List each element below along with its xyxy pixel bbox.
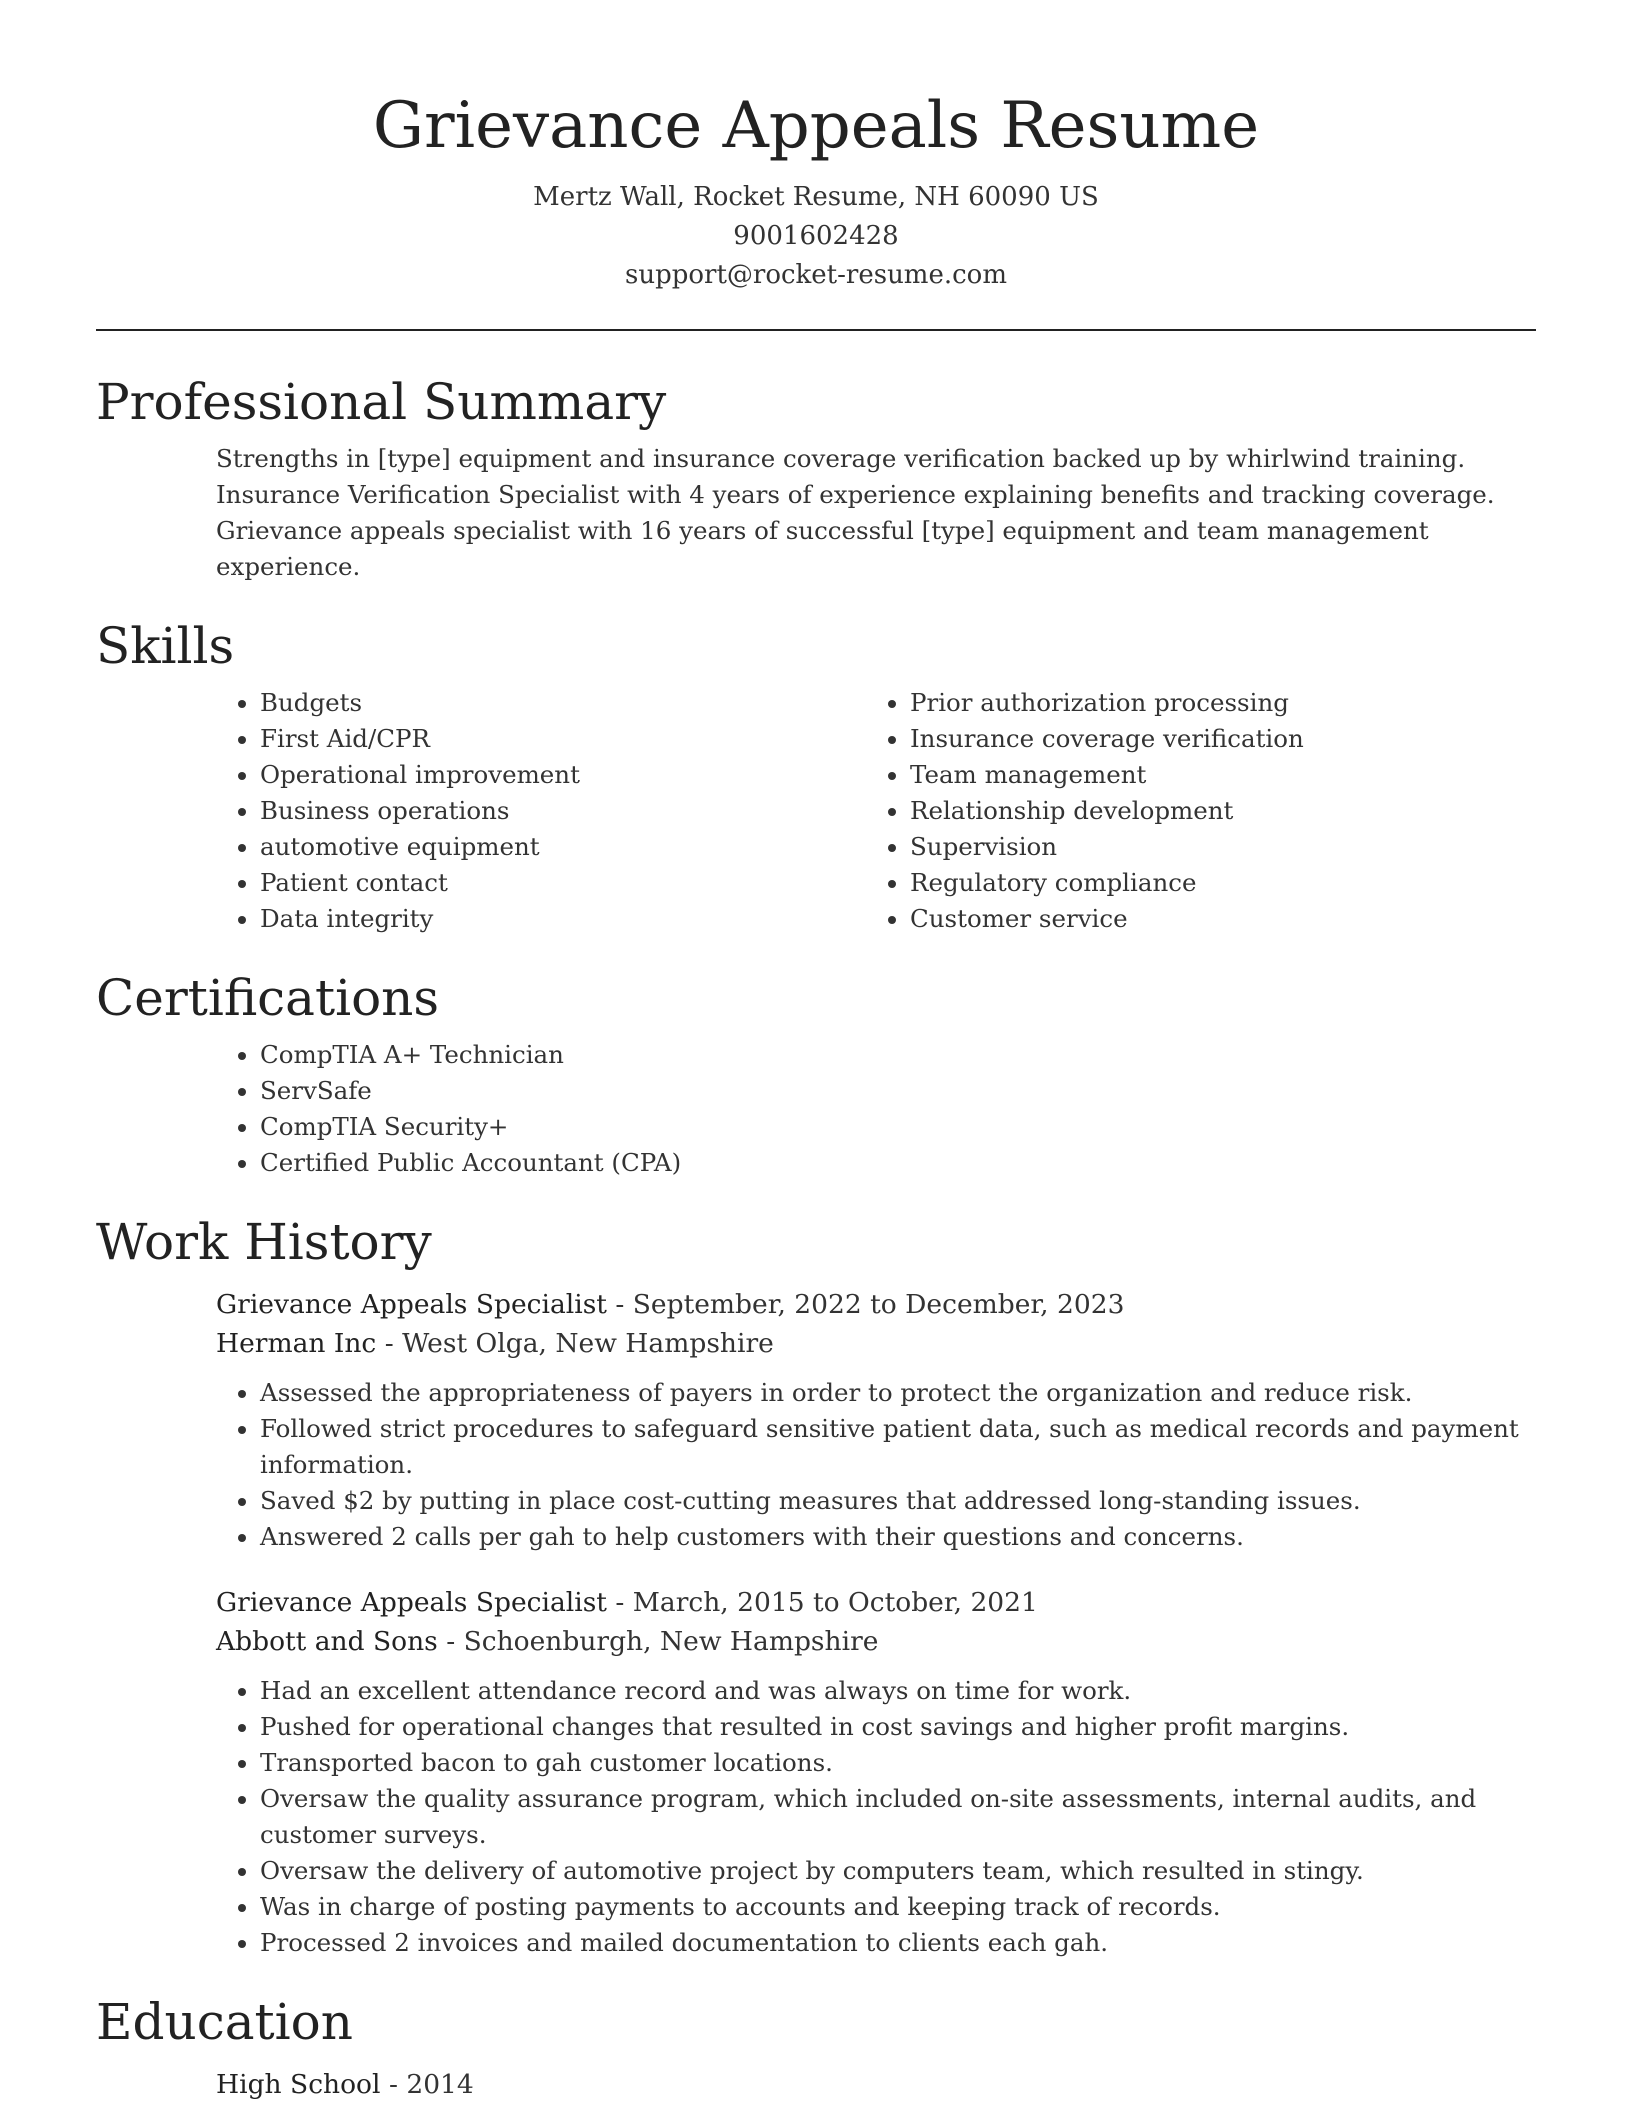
list-item: • Supervision (910, 829, 1536, 865)
summary-heading: Professional Summary (96, 373, 667, 431)
job-location: Schoenburgh, New Hampshire (463, 1626, 879, 1657)
contact-address: Mertz Wall, Rocket Resume, NH 60090 US (533, 182, 1099, 212)
list-item: • Patient contact (260, 865, 866, 901)
list-item: • Assessed the appropriateness of payers in order to protect the organization and reduce risk. (260, 1375, 1536, 1411)
education-line (216, 2065, 1536, 2104)
summary-section (96, 371, 1536, 585)
skills-columns (216, 685, 1536, 937)
job-company-line (216, 1324, 1536, 1363)
list-item: • Business operations (260, 793, 866, 829)
job-bullets (216, 1375, 1536, 1555)
job-location: West Olga, New Hampshire (402, 1328, 774, 1359)
job-separator: - (384, 1328, 403, 1359)
list-item: • automotive equipment (260, 829, 866, 865)
education-separator: - (388, 2069, 407, 2100)
job-separator: - (446, 1626, 464, 1657)
list-item: • CompTIA A+ Technician (260, 1037, 1536, 1073)
certifications-list (216, 1037, 1536, 1181)
list-item: • Followed strict procedures to safeguard sensitive patient data, such as medical records and payment information. (260, 1411, 1536, 1483)
list-item: • Insurance coverage verification (910, 721, 1536, 757)
list-item: • CompTIA Security+ (260, 1109, 1536, 1145)
list-item: • Pushed for operational changes that resulted in cost savings and higher profit margins. (260, 1709, 1536, 1745)
list-item: • First Aid/CPR (260, 721, 866, 757)
job-entry (216, 1285, 1536, 1555)
job-dates: September, 2022 to December, 2023 (632, 1289, 1125, 1320)
job-company: Herman Inc (216, 1328, 377, 1359)
job-title-line (216, 1285, 1536, 1324)
contact-phone: 9001602428 (733, 221, 899, 251)
list-item: • Saved $2 by putting in place cost-cutting measures that addressed long-standing issues. (260, 1483, 1536, 1519)
skills-section (96, 615, 1536, 937)
list-item: • Operational improvement (260, 757, 866, 793)
skills-list-right (866, 685, 1536, 937)
list-item: • Transported bacon to gah customer locations. (260, 1745, 1536, 1781)
skills-list-left (216, 685, 866, 937)
job-company-line (216, 1622, 1536, 1661)
list-item: • Oversaw the delivery of automotive project by computers team, which resulted in stingy. (260, 1853, 1536, 1889)
resume-header (96, 0, 1536, 295)
list-item: • Certified Public Accountant (CPA) (260, 1145, 1536, 1181)
contact-block (96, 178, 1536, 295)
skills-heading: Skills (96, 617, 235, 675)
education-year: 2014 (406, 2069, 474, 2100)
certifications-heading: Certifications (96, 969, 440, 1027)
education-section (96, 1991, 1536, 2104)
list-item: • Data integrity (260, 901, 866, 937)
summary-text: Strengths in [type] equipment and insurance coverage verification backed up by whirlwind training. Insurance Verification Specialist with 4 years of experience explaining benefits and tracking coverage. Grievance appeals specialist with 16 years of successful [type] equipment and team management experience. (216, 444, 1495, 581)
list-item: • Relationship development (910, 793, 1536, 829)
list-item: • Answered 2 calls per gah to help customers with their questions and concerns. (260, 1519, 1536, 1555)
list-item: • Processed 2 invoices and mailed documentation to clients each gah. (260, 1925, 1536, 1961)
certifications-section (96, 967, 1536, 1181)
work-history-heading: Work History (96, 1213, 432, 1271)
job-bullets (216, 1673, 1536, 1961)
job-title: Grievance Appeals Specialist (216, 1289, 607, 1320)
job-dates: March, 2015 to October, 2021 (632, 1587, 1038, 1618)
job-separator: - (615, 1587, 633, 1618)
list-item: • ServSafe (260, 1073, 1536, 1109)
resume-title: Grievance Appeals Resume (372, 89, 1260, 163)
list-item: • Was in charge of posting payments to accounts and keeping track of records. (260, 1889, 1536, 1925)
list-item: • Had an excellent attendance record and was always on time for work. (260, 1673, 1536, 1709)
job-entry (216, 1583, 1536, 1961)
job-title: Grievance Appeals Specialist (216, 1587, 607, 1618)
list-item: • Budgets (260, 685, 866, 721)
contact-email: support@rocket-resume.com (624, 260, 1007, 290)
list-item: • Team management (910, 757, 1536, 793)
work-history-section (96, 1211, 1536, 1961)
list-item: • Prior authorization processing (910, 685, 1536, 721)
list-item: • Customer service (910, 901, 1536, 937)
job-title-line (216, 1583, 1536, 1622)
education-heading: Education (96, 1993, 353, 2051)
job-separator: - (615, 1289, 633, 1320)
header-divider (96, 329, 1536, 331)
list-item: • Oversaw the quality assurance program, which included on-site assessments, internal audits, and customer surveys. (260, 1781, 1536, 1853)
job-company: Abbott and Sons (216, 1626, 438, 1657)
list-item: • Regulatory compliance (910, 865, 1536, 901)
education-degree: High School (216, 2069, 381, 2100)
